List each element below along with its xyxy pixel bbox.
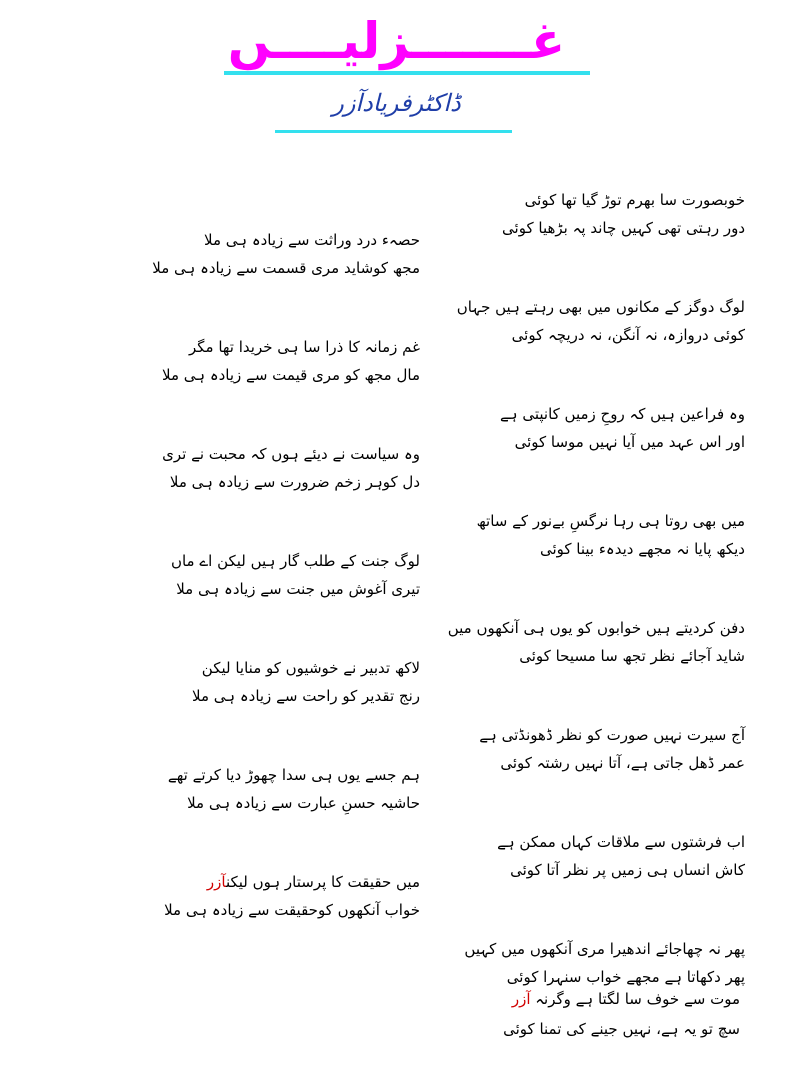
verse-line: حاشیہ حسنِ عبارت سے زیادہ ہی ملا bbox=[187, 794, 420, 812]
couplet bbox=[110, 654, 420, 761]
verse-line: ہم جسے یوں ہی سدا چھوڑ دیا کرتے تھے bbox=[167, 766, 420, 784]
verse-line bbox=[380, 984, 740, 1014]
verse-line: پھر نہ چھاجائے اندھیرا مری آنکھوں میں کہیں bbox=[464, 940, 745, 958]
couplet bbox=[445, 186, 745, 293]
verse-line: میں بھی روتا ہی رہا نرگسِ بےنور کے ساتھ bbox=[476, 512, 745, 530]
verse-line: لوگ جنت کے طلب گار ہیں لیکن اے ماں bbox=[170, 552, 420, 570]
verse-line: دفن کردیتے ہیں خوابوں کو یوں ہی آنکھوں میں bbox=[447, 619, 745, 637]
verse-line: وہ سیاست نے دیئے ہوں کہ محبت نے تری bbox=[162, 445, 420, 463]
verse-line: آج سیرت نہیں صورت کو نظر ڈھونڈتی ہے bbox=[479, 726, 745, 744]
verse-text: موت سے خوف سا لگتا ہے وگرنہ bbox=[530, 990, 740, 1008]
couplet bbox=[445, 614, 745, 721]
verse-line: مال مجھ کو مری قیمت سے زیادہ ہی ملا bbox=[162, 366, 420, 384]
verse-line: سچ تو یہ ہے، نہیں جینے کی تمنا کوئی bbox=[503, 1020, 740, 1038]
couplet bbox=[110, 440, 420, 547]
couplet-maqta bbox=[110, 868, 420, 975]
verse-line: حصہء درد وراثت سے زیادہ ہی ملا bbox=[204, 231, 420, 249]
couplet bbox=[445, 400, 745, 507]
couplet bbox=[445, 828, 745, 935]
verse-line: کوئی دروازہ، نہ آنگن، نہ دریچہ کوئی bbox=[511, 326, 745, 344]
verse-line: تیری آغوش میں جنت سے زیادہ ہی ملا bbox=[176, 580, 420, 598]
verse-line: دور رہتی تھی کہیں چاند پہ بڑھیا کوئی bbox=[502, 219, 745, 237]
verse-line: کاش انساں ہی زمیں پر نظر آتا کوئی bbox=[510, 861, 745, 879]
couplet bbox=[110, 761, 420, 868]
couplet bbox=[110, 333, 420, 440]
verse-line bbox=[110, 868, 420, 896]
verse-line: رنج تقدیر کو راحت سے زیادہ ہی ملا bbox=[192, 687, 420, 705]
verse-line: دل کوہر زخم ضرورت سے زیادہ ہی ملا bbox=[169, 473, 420, 491]
verse-line: عمر ڈھل جاتی ہے، آتا نہیں رشتہ کوئی bbox=[500, 754, 745, 772]
couplet bbox=[445, 721, 745, 828]
right-ghazal-maqta bbox=[380, 984, 740, 1044]
couplet bbox=[445, 293, 745, 400]
verse-line: لاکھ تدبیر نے خوشیوں کو منایا لیکن bbox=[201, 659, 420, 677]
verse-line: اب فرشتوں سے ملاقات کہاں ممکن ہے bbox=[497, 833, 745, 851]
verse-line: خوبصورت سا بھرم توڑ گیا تھا کوئی bbox=[524, 191, 745, 209]
couplet bbox=[110, 547, 420, 654]
author-name: ڈاکٹرفریادآزر bbox=[332, 89, 461, 117]
couplet bbox=[445, 507, 745, 614]
author-underline bbox=[275, 130, 512, 133]
verse-line: مجھ کوشاید مری قسمت سے زیادہ ہی ملا bbox=[152, 259, 420, 277]
verse-line: دیکھ پایا نہ مجھے دیدہء بینا کوئی bbox=[539, 540, 745, 558]
pen-name: آزر bbox=[511, 990, 531, 1008]
couplet bbox=[110, 226, 420, 333]
pen-name: آزر bbox=[206, 873, 226, 891]
verse-line: غم زمانہ کا ذرا سا ہی خریدا تھا مگر bbox=[188, 338, 420, 356]
verse-line: وہ فراعین ہیں کہ روحِ زمیں کانپتی ہے bbox=[500, 405, 745, 423]
left-ghazal bbox=[110, 226, 420, 975]
verse-line: پھر دکھاتا ہے مجھے خواب سنہرا کوئی bbox=[506, 968, 745, 986]
page-title: غـــــــزلیــــں bbox=[227, 12, 566, 70]
right-ghazal bbox=[445, 186, 745, 1042]
verse-line: خواب آنکھوں کوحقیقت سے زیادہ ہی ملا bbox=[164, 901, 420, 919]
title-underline bbox=[224, 71, 590, 75]
verse-text: میں حقیقت کا پرستار ہوں لیکن bbox=[225, 873, 420, 891]
verse-line: شاید آجائے نظر تجھ سا مسیحا کوئی bbox=[519, 647, 745, 665]
verse-line: اور اس عہد میں آیا نہیں موسا کوئی bbox=[514, 433, 745, 451]
verse-line: لوگ دوگز کے مکانوں میں بھی رہتے ہیں جہاں bbox=[456, 298, 745, 316]
